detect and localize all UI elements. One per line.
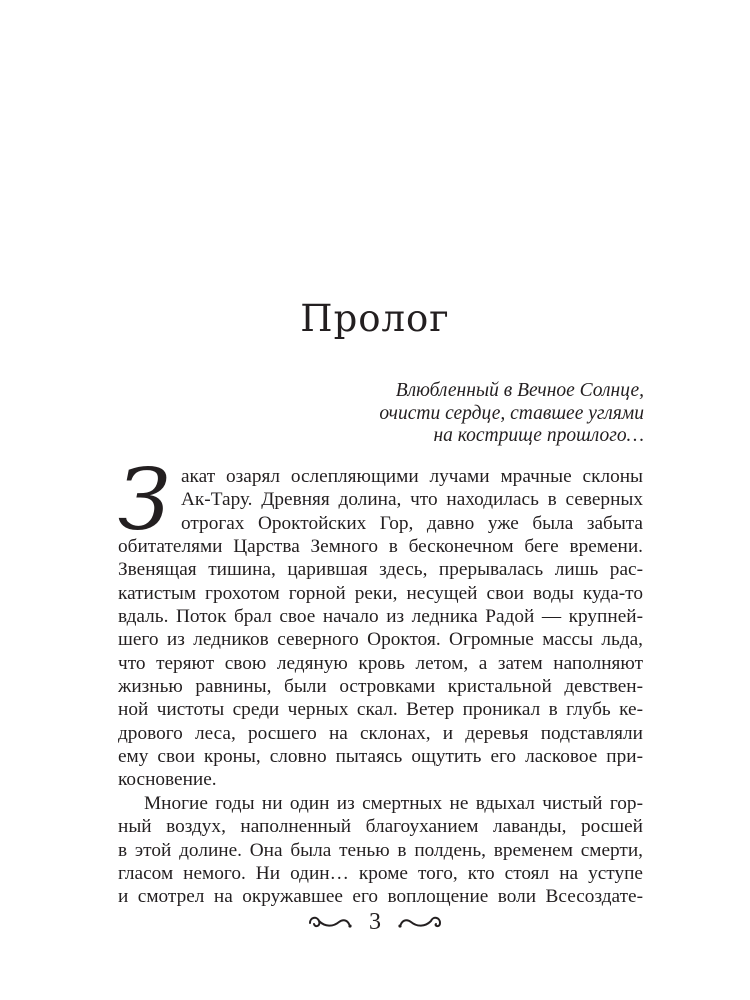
page-folio bbox=[0, 904, 750, 940]
text-line: акат озарял ослепляющими лучами мрачные склоны bbox=[181, 466, 643, 487]
text-line: дрового леса, росшего на склонах, и деревья подставляли bbox=[118, 722, 643, 744]
text-line: что теряют свою ледяную кровь летом, а затем наполняют bbox=[118, 652, 643, 674]
text-line: ной чистоты среди черных скал. Ветер проникал в глубь ке- bbox=[118, 699, 643, 721]
epigraph bbox=[379, 380, 644, 448]
text-line: Ак-Тару. Древняя долина, что находилась в северных bbox=[181, 489, 643, 511]
text-line: ный воздух, наполненный благоуханием лаванды, росшей bbox=[118, 816, 643, 838]
chapter-title: Пролог bbox=[300, 297, 450, 340]
epigraph-line: очисти сердце, ставшее углями bbox=[379, 402, 644, 424]
epigraph-line: Влюбленный в Вечное Солнце, bbox=[395, 380, 644, 401]
text-line: гласом немого. Ни один… кроме того, кто стоял на уступе bbox=[118, 862, 643, 884]
text-line: катистым грохотом горной реки, несущей свои воды куда-то bbox=[118, 582, 643, 604]
body-text bbox=[118, 465, 643, 909]
text-line: отрогах Ороктойских Гор, давно уже была забыта bbox=[181, 512, 643, 534]
text-line: косновение. bbox=[118, 769, 217, 791]
left-flourish-icon bbox=[307, 912, 353, 932]
text-line: шего из ледников северного Ороктоя. Огромные массы льда, bbox=[118, 629, 643, 651]
text-line: и смотрел на окружавшее его воплощение воли Всесоздате- bbox=[118, 886, 643, 908]
epigraph-line: на кострище прошлого… bbox=[433, 425, 644, 447]
text-line: обитателями Царства Земного в бесконечном беге времени. bbox=[118, 536, 643, 558]
text-line: в этой долине. Она была тенью в полдень, временем смерти, bbox=[118, 839, 643, 861]
text-line: вдаль. Поток брал свое начало из ледника Радой — крупней- bbox=[118, 606, 643, 628]
text-line: ему свои кроны, словно пытаясь ощутить его ласковое при- bbox=[118, 746, 643, 768]
drop-cap-letter: З bbox=[118, 451, 171, 549]
right-flourish-icon bbox=[397, 912, 443, 932]
text-line: Многие годы ни один из смертных не вдыхал чистый гор- bbox=[144, 792, 643, 814]
text-line: жизнью равнины, были островками кристальной девствен- bbox=[118, 676, 643, 698]
page-number: 3 bbox=[369, 908, 381, 935]
text-line: Звенящая тишина, царившая здесь, прерывалась лишь рас- bbox=[118, 559, 643, 581]
